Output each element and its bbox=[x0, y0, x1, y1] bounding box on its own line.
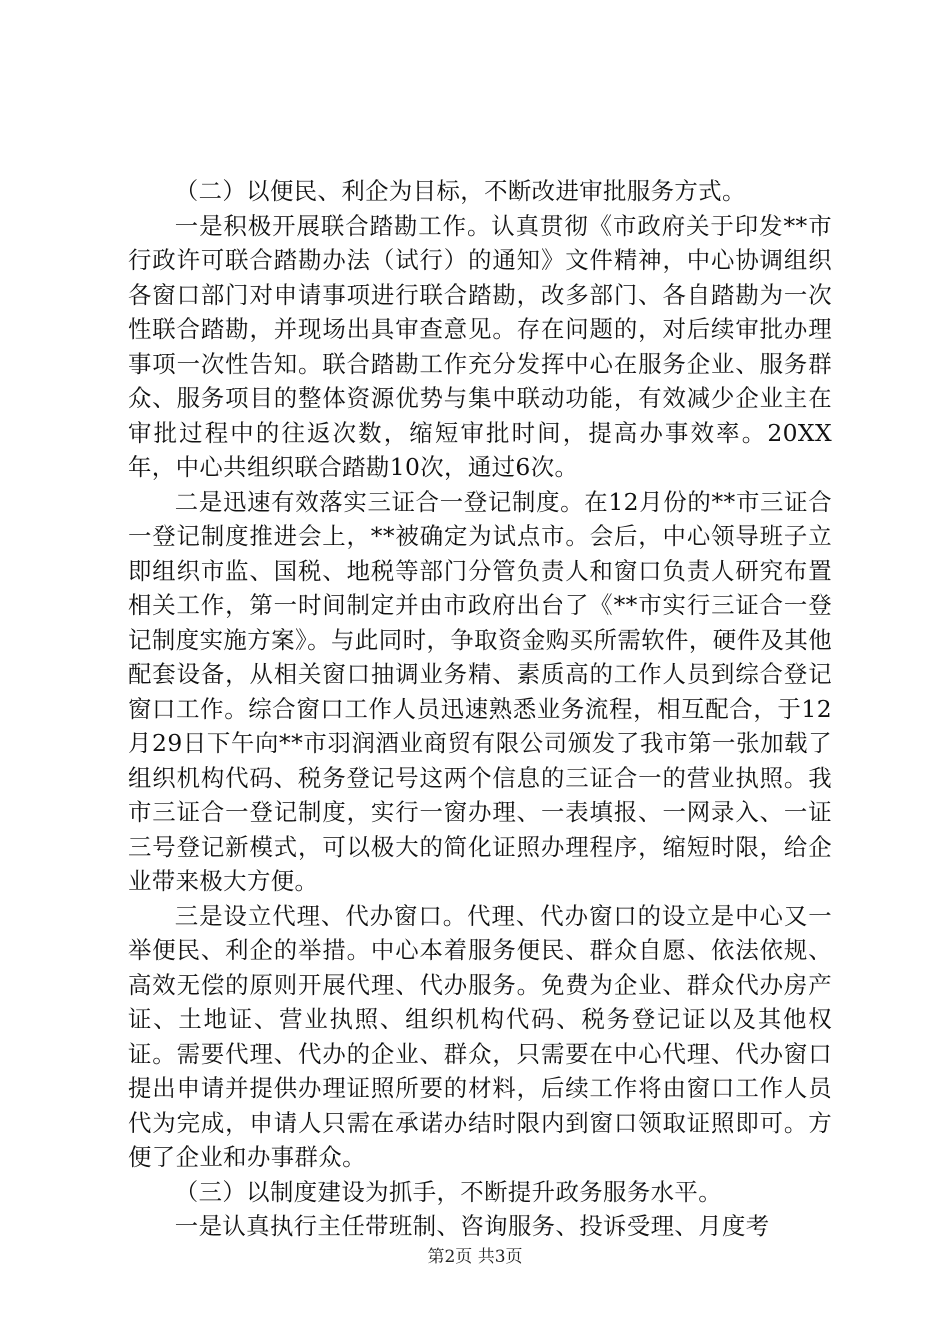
section-heading-2: （二）以便民、利企为目标，不断改进审批服务方式。 bbox=[174, 177, 746, 205]
document-body bbox=[128, 174, 832, 1244]
paragraph-joint-survey: 一是积极开展联合踏勘工作。认真贯彻《市政府关于印发**市行政许可联合踏勘办法（试行）的通知》文件精神，中心协调组织各窗口部门对申请事项进行联合踏勘，改多部门、各自踏勘为一次性联合踏勘，并现场出具审查意见。存在问题的，对后续审批办理事项一次性告知。联合踏勘工作充分发挥中心在服务企业、服务群众、服务项目的整体资源优势与集中联动功能，有效减少企业主在审批过程中的往返次数，缩短审批时间，提高办事效率。20XX年，中心共组织联合踏勘10次，通过6次。 bbox=[128, 211, 832, 481]
paragraph-three-in-one: 二是迅速有效落实三证合一登记制度。在12月份的**市三证合一登记制度推进会上，**被确定为试点市。会后，中心领导班子立即组织市监、国税、地税等部门分管负责人和窗口负责人研究布置相关工作，第一时间制定并由市政府出台了《**市实行三证合一登记制度实施方案》。与此同时，争取资金购买所需软件，硬件及其他配套设备，从相关窗口抽调业务精、素质高的工作人员到综合登记窗口工作。综合窗口工作人员迅速熟悉业务流程，相互配合，于12月29日下午向**市羽润酒业商贸有限公司颁发了我市第一张加载了组织机构代码、税务登记号这两个信息的三证合一的营业执照。我市三证合一登记制度，实行一窗办理、一表填报、一网录入、一证三号登记新模式，可以极大的简化证照办理程序，缩短时限，给企业带来极大方便。 bbox=[128, 487, 832, 895]
paragraph-agency-window: 三是设立代理、代办窗口。代理、代办窗口的设立是中心又一举便民、利企的举措。中心本着服务便民、群众自愿、依法依规、高效无偿的原则开展代理、代办服务。免费为企业、群众代办房产证、土地证、营业执照、组织机构代码、税务登记证以及其他权证。需要代理、代办的企业、群众，只需要在中心代理、代办窗口提出申请并提供办理证照所要的材料，后续工作将由窗口工作人员代为完成，申请人只需在承诺办结时限内到窗口领取证照即可。方便了企业和办事群众。 bbox=[128, 901, 832, 1171]
page-footer: 第2页 共3页 bbox=[427, 1247, 523, 1267]
paragraph-duty-system: 一是认真执行主任带班制、咨询服务、投诉受理、月度考 bbox=[174, 1212, 770, 1240]
section-heading-3: （三）以制度建设为抓手，不断提升政务服务水平。 bbox=[174, 1177, 722, 1206]
